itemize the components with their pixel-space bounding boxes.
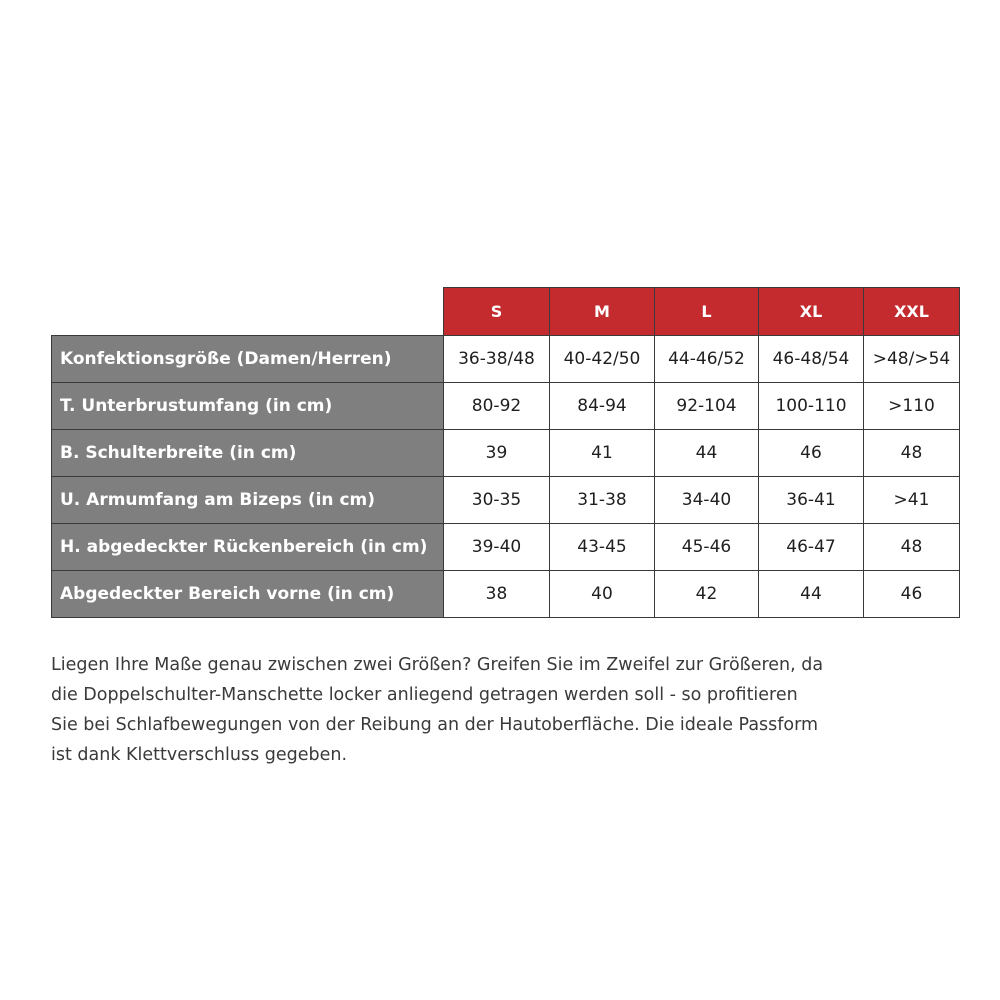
- table-cell: 92-104: [655, 383, 759, 430]
- table-cell: 84-94: [550, 383, 655, 430]
- table-row: [52, 336, 960, 383]
- table-cell: 100-110: [759, 383, 864, 430]
- table-cell: 46-48/54: [759, 336, 864, 383]
- size-header-xl: XL: [759, 288, 864, 336]
- table-cell: 41: [550, 430, 655, 477]
- row-label-armumfang: U. Armumfang am Bizeps (in cm): [52, 477, 444, 524]
- row-label-schulterbreite: B. Schulterbreite (in cm): [52, 430, 444, 477]
- size-header-row: [52, 288, 960, 336]
- note-line: Liegen Ihre Maße genau zwischen zwei Größen? Greifen Sie im Zweifel zur Größeren, da: [51, 655, 824, 675]
- table-cell: 42: [655, 571, 759, 618]
- table-cell: 44: [759, 571, 864, 618]
- row-label-konfektionsgroesse: Konfektionsgröße (Damen/Herren): [52, 336, 444, 383]
- row-label-unterbrustumfang: T. Unterbrustumfang (in cm): [52, 383, 444, 430]
- size-header-l: L: [655, 288, 759, 336]
- table-row: [52, 571, 960, 618]
- table-cell: >41: [864, 477, 960, 524]
- table-cell: 31-38: [550, 477, 655, 524]
- size-header-s: S: [444, 288, 550, 336]
- table-row: [52, 383, 960, 430]
- table-cell: 44: [655, 430, 759, 477]
- table-cell: 39-40: [444, 524, 550, 571]
- table-cell: 34-40: [655, 477, 759, 524]
- table-cell: 44-46/52: [655, 336, 759, 383]
- table-cell: 48: [864, 524, 960, 571]
- table-cell: 43-45: [550, 524, 655, 571]
- table-cell: 40-42/50: [550, 336, 655, 383]
- table-row: [52, 430, 960, 477]
- table-cell: 46: [864, 571, 960, 618]
- table-cell: >110: [864, 383, 960, 430]
- table-row: [52, 524, 960, 571]
- table-cell: 80-92: [444, 383, 550, 430]
- row-label-rueckenbereich: H. abgedeckter Rückenbereich (in cm): [52, 524, 444, 571]
- table-cell: 30-35: [444, 477, 550, 524]
- size-header-m: M: [550, 288, 655, 336]
- size-header-xxl: XXL: [864, 288, 960, 336]
- table-cell: 45-46: [655, 524, 759, 571]
- row-label-bereich-vorne: Abgedeckter Bereich vorne (in cm): [52, 571, 444, 618]
- size-advice-note: [51, 650, 961, 770]
- table-cell: 38: [444, 571, 550, 618]
- table-cell: 46: [759, 430, 864, 477]
- table-row: [52, 477, 960, 524]
- note-line: die Doppelschulter-Manschette locker anliegend getragen werden soll - so profitieren: [51, 685, 798, 705]
- note-line: Sie bei Schlafbewegungen von der Reibung an der Hautoberfläche. Die ideale Passform: [51, 715, 819, 735]
- table-corner: [52, 288, 444, 336]
- size-chart-table: [51, 287, 960, 618]
- table-cell: 48: [864, 430, 960, 477]
- note-line: ist dank Klettverschluss gegeben.: [51, 745, 348, 765]
- table-cell: 39: [444, 430, 550, 477]
- table-cell: 36-38/48: [444, 336, 550, 383]
- table-cell: 46-47: [759, 524, 864, 571]
- table-cell: >48/>54: [864, 336, 960, 383]
- table-cell: 36-41: [759, 477, 864, 524]
- table-cell: 40: [550, 571, 655, 618]
